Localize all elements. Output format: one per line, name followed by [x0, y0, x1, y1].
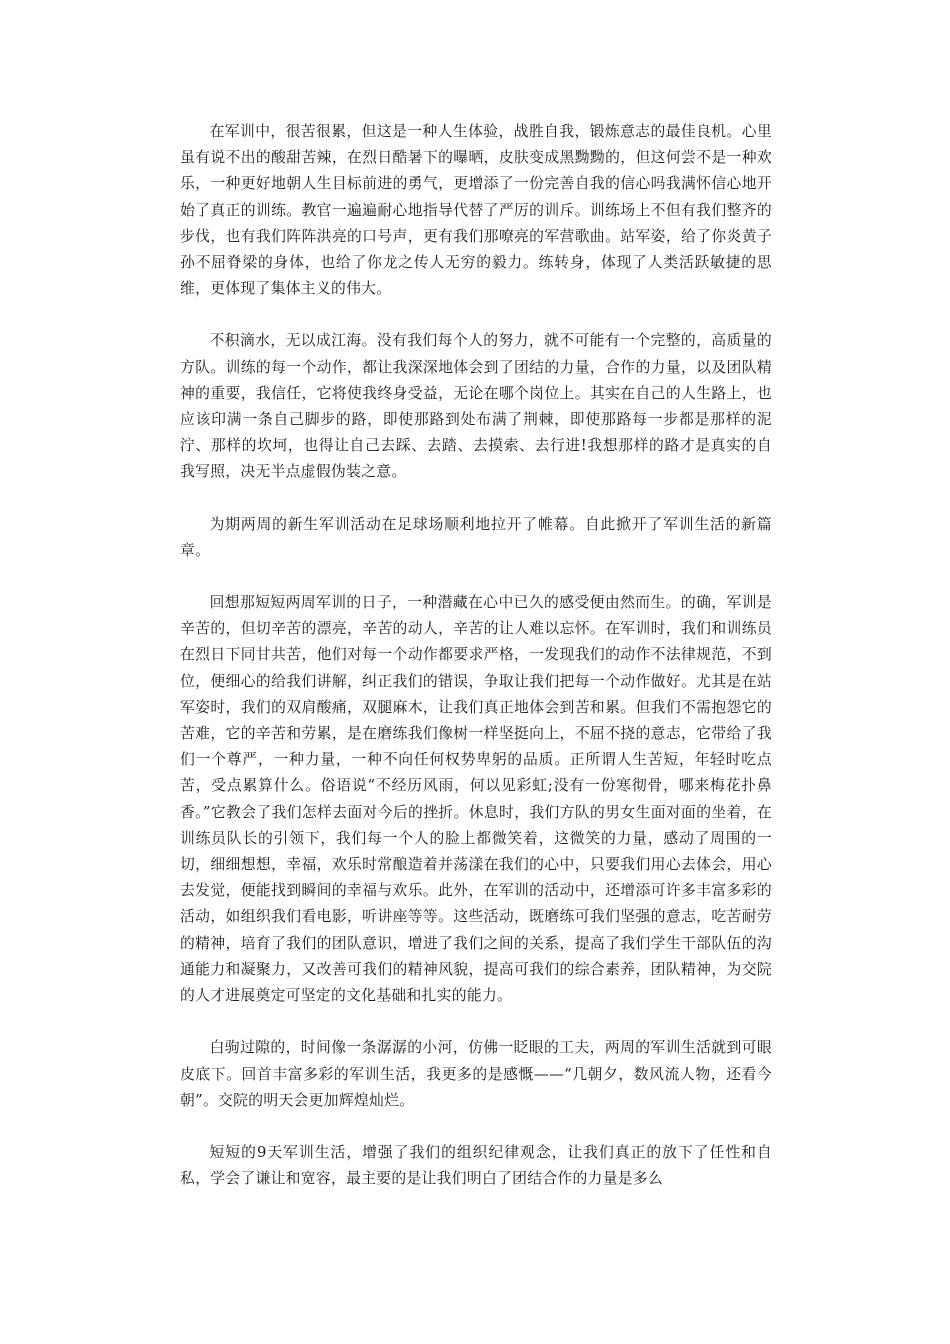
document-body: [180, 119, 772, 1218]
paragraph-5: 白驹过隙的，时间像一条潺潺的小河，仿佛一眨眼的工夫，两周的军训生活就到可眼皮底下。回首丰富多彩的军训生活，我更多的是感慨——“几朝夕，数风流人物，还看今朝”。交院的明天会更加辉煌灿烂。: [180, 1039, 772, 1109]
paragraph-3: 为期两周的新生军训活动在足球场顺利地拉开了帷幕。自此掀开了军训生活的新篇章。: [180, 515, 772, 559]
paragraph-2: 不积滴水，无以成江海。没有我们每个人的努力，就不可能有一个完整的，高质量的方队。训练的每一个动作，都让我深深地体会到了团结的力量，合作的力量，以及团队精神的重要，我信任，它将使我终身受益，无论在哪个岗位上。其实在自己的人生路上，也应该印满一条自己脚步的路，即使那路到处布满了荆棘，即使那路每一步都是那样的泥泞、那样的坎坷，也得让自己去踩、去踏、去摸索、去行进!我想那样的路才是真实的自我写照，决无半点虚假伪装之意。: [180, 332, 772, 481]
paragraph-4: 回想那短短两周军训的日子，一种潜藏在心中已久的感受便由然而生。的确，军训是辛苦的，但切辛苦的漂亮，辛苦的动人，辛苦的让人难以忘怀。在军训时，我们和训练员在烈日下同甘共苦，他们对每一个动作都要求严格，一发现我们的动作不法律规范，不到位，便细心的给我们讲解，纠正我们的错误，争取让我们把每一个动作做好。尤其是在站军姿时，我们的双肩酸痛，双腿麻木，让我们真正地体会到苦和累。但我们不需抱怨它的苦难，它的辛苦和劳累，是在磨练我们像树一样坚挺向上，不屈不挠的意志，它带给了我们一个尊严，一种力量，一种不向任何权势卑躬的品质。正所谓人生苦短，年轻时吃点苦，受点累算什么。俗语说“不经历风雨，何以见彩虹;没有一份寒彻骨，哪来梅花扑鼻香。”它教会了我们怎样去面对今后的挫折。休息时，我们方队的男女生面对面的坐着，在训练员队长的引领下，我们每一个人的脸上都微笑着，这微笑的力量，感动了周围的一切，细细想想，幸福，欢乐时常酿造着并荡漾在我们的心中，只要我们用心去体会，用心去发觉，便能找到瞬间的幸福与欢乐。此外，在军训的活动中，还增添可许多丰富多彩的活动，如组织我们看电影，听讲座等等。这些活动，既磨练可我们坚强的意志，吃苦耐劳的精神，培育了我们的团队意识，增进了我们之间的关系，提高了我们学生干部队伍的沟通能力和凝聚力，又改善可我们的精神风貌，提高可我们的综合素养，团队精神，为交院的人才进展奠定可坚定的文化基础和扎实的能力。: [180, 594, 772, 1005]
paragraph-1: 在军训中，很苦很累，但这是一种人生体验，战胜自我，锻炼意志的最佳良机。心里虽有说不出的酸甜苦辣，在烈日酷暑下的曝晒，皮肤变成黑黝黝的，但这何尝不是一种欢乐，一种更好地朝人生目标前进的勇气，更增添了一份完善自我的信心吗我满怀信心地开始了真正的训练。教官一遍遍耐心地指导代替了严厉的训斥。训练场上不但有我们整齐的步伐，也有我们阵阵洪亮的口号声，更有我们那嘹亮的军营歌曲。站军姿，给了你炎黄子孙不屈脊梁的身体，也给了你龙之传人无穷的毅力。练转身，体现了人类活跃敏捷的思维，更体现了集体主义的伟大。: [180, 123, 772, 298]
paragraph-6: 短短的9天军训生活，增强了我们的组织纪律观念，让我们真正的放下了任性和自私，学会了谦让和宽容，最主要的是让我们明白了团结合作的力量是多么: [180, 1143, 772, 1188]
